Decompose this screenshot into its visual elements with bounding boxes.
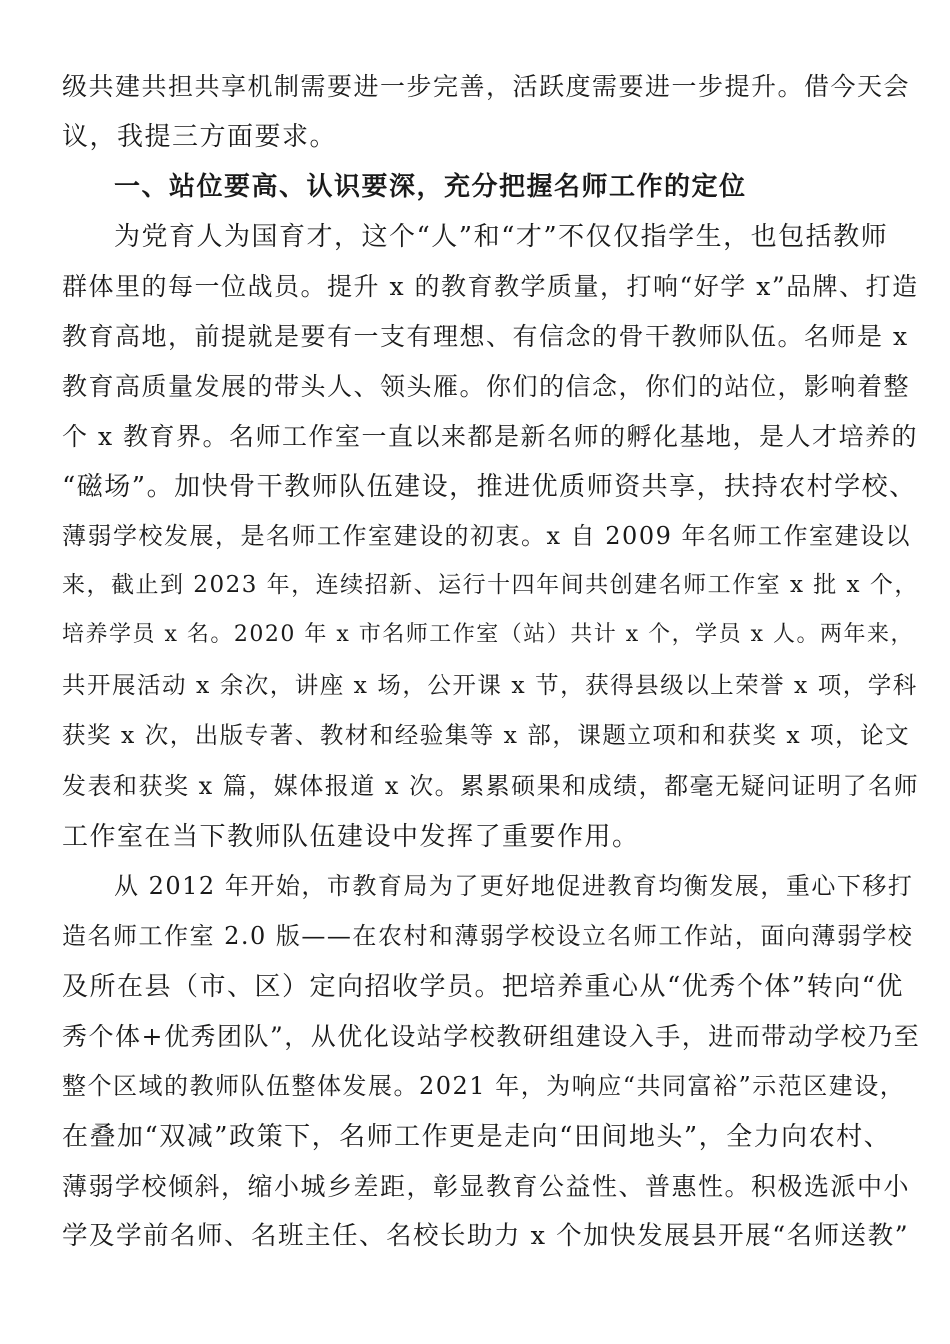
paragraph-line: 教育高地，前提就是要有一支有理想、有信念的骨干教师队伍。名师是 x (62, 322, 909, 351)
paragraph-line: 议，我提三方面要求。 (62, 122, 338, 152)
paragraph-line: 在叠加“双减”政策下，名师工作更是走向“田间地头”，全力向农村、 (62, 1122, 892, 1152)
paragraph-line: 发表和获奖 x 篇，媒体报道 x 次。累累硕果和成绩，都毫无疑问证明了名师 (62, 772, 920, 800)
paragraph-line: 学及学前名师、名班主任、名校长助力 x 个加快发展县开展“名师送教” (62, 1221, 910, 1251)
paragraph-line: 及所在县（市、区）定向招收学员。把培养重心从“优秀个体”转向“优 (62, 972, 904, 1002)
paragraph-line: 整个区域的教师队伍整体发展。2021 年，为响应“共同富裕”示范区建设， (62, 1072, 906, 1100)
paragraph-line: 共开展活动 x 余次，讲座 x 场，公开课 x 节，获得县级以上荣誉 x 项，学科 (62, 671, 918, 699)
paragraph-line: 为党育人为国育才，这个“人”和“才”不仅仅指学生，也包括教师 (114, 222, 889, 252)
paragraph-line: 群体里的每一位战员。提升 x 的教育教学质量，打响“好学 x”品牌、打造 (62, 272, 919, 301)
paragraph-line: 来，截止到 2023 年，连续招新、运行十四年间共创建名师工作室 x 批 x 个， (62, 572, 919, 598)
paragraph-line: 工作室在当下教师队伍建设中发挥了重要作用。 (62, 822, 640, 852)
paragraph-line: 获奖 x 次，出版专著、教材和经验集等 x 部，课题立项和和获奖 x 项，论文 (62, 721, 911, 749)
section-heading: 一、站位要高、认识要深，充分把握名师工作的定位 (114, 172, 747, 202)
paragraph-line: 培养学员 x 名。2020 年 x 市名师工作室（站）共计 x 个，学员 x 人。两年来， (62, 622, 915, 647)
paragraph-line: “磁场”。加快骨干教师队伍建设，推进优质师资共享，扶持农村学校、 (62, 472, 917, 502)
paragraph-line: 从 2012 年开始，市教育局为了更好地促进教育均衡发展，重心下移打 (114, 872, 914, 900)
paragraph-line: 级共建共担共享机制需要进一步完善，活跃度需要进一步提升。借今天会 (62, 72, 911, 101)
paragraph-line: 个 x 教育界。名师工作室一直以来都是新名师的孵化基地，是人才培养的 (62, 422, 918, 451)
paragraph-line: 薄弱学校倾斜，缩小城乡差距，彰显教育公益性、普惠性。积极选派中小 (62, 1172, 911, 1201)
paragraph-line: 教育高质量发展的带头人、领头雁。你们的信念，你们的站位，影响着整 (62, 372, 911, 401)
paragraph-line: 薄弱学校发展，是名师工作室建设的初衷。x 自 2009 年名师工作室建设以 (62, 522, 911, 550)
paragraph-line: 造名师工作室 2.0 版——在农村和薄弱学校设立名师工作站，面向薄弱学校 (62, 922, 914, 950)
paragraph-line: 秀个体+优秀团队”，从优化设站学校教研组建设入手，进而带动学校乃至 (62, 1022, 921, 1051)
